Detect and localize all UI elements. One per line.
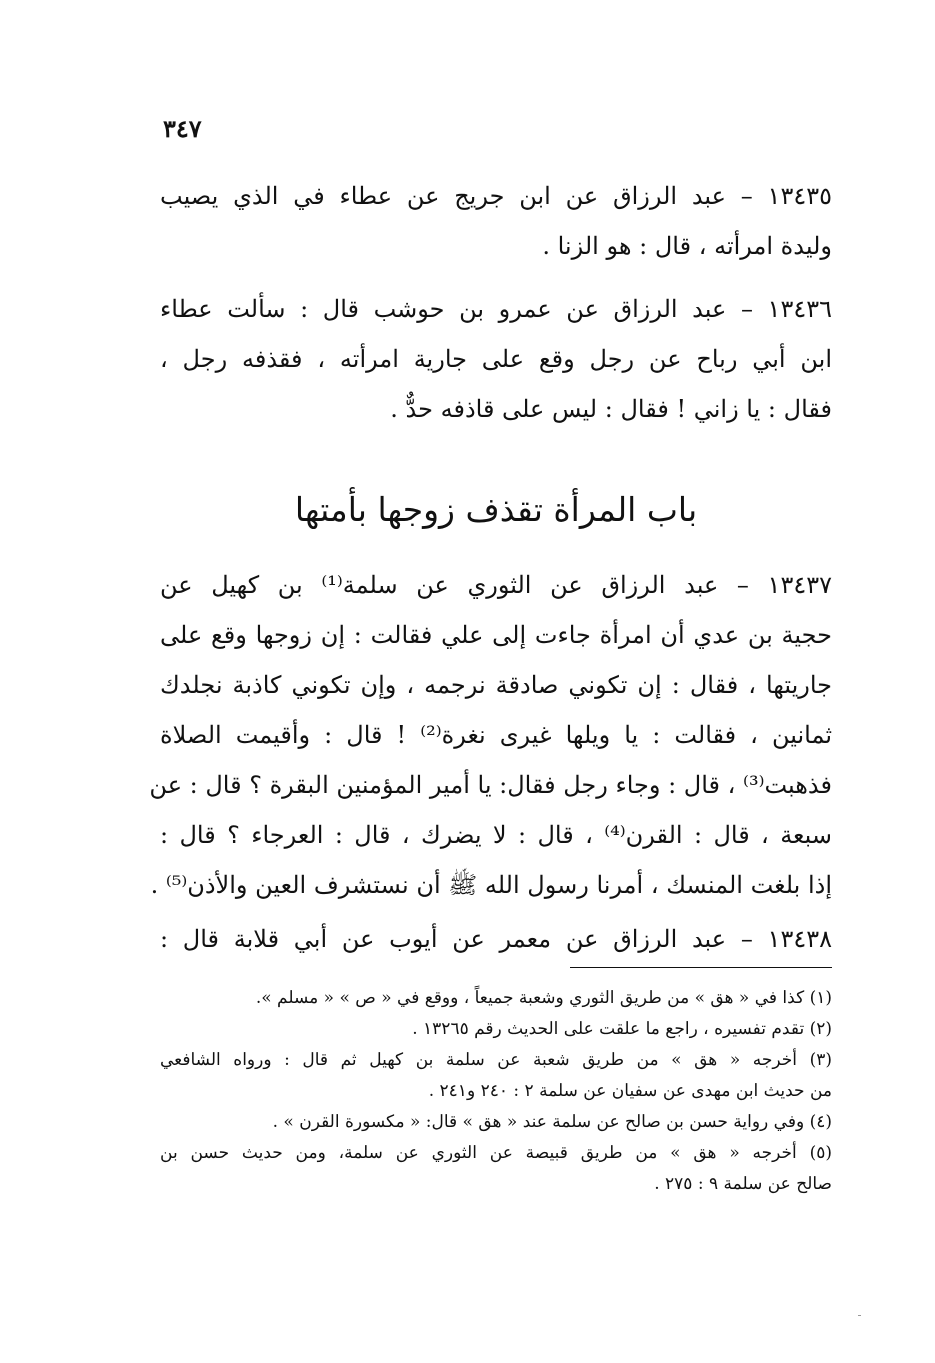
text-line: فذهبت⁽³⁾ ، قال : وجاء رجل فقال: يا أمير المؤمنين البقرة ؟ قال : عن	[149, 771, 832, 799]
footnote-5: (٥) أخرجه « هق » من طريق قبيصة عن الثوري عن سلمة، ومن حديث حسن بن	[160, 1143, 832, 1163]
text-line: ابن أبي رباح عن رجل وقع على جارية امرأته ، فقذفه رجل ،	[160, 345, 832, 373]
scan-speck	[858, 1315, 861, 1316]
text-line: سبعة ، قال : القرن⁽⁴⁾ ، قال : لا يضرك ، قال : العرجاء ؟ قال :	[160, 821, 832, 849]
page-number: ٣٤٧	[163, 114, 202, 143]
text-line: ثمانين ، فقالت : يا ويلها غيرى نغرة⁽²⁾ ! قال : وأقيمت الصلاة	[160, 721, 833, 749]
text-line: جاريتها ، فقال : إن تكوني صادقة نرجمه ، وإن تكوني كاذبة نجلدك	[160, 671, 832, 699]
footnote-2: (٢) تقدم تفسيره ، راجع ما علقت على الحديث رقم ١٣٢٦٥ .	[412, 1019, 832, 1039]
text-line: وليدة امرأته ، قال : هو الزنا .	[542, 232, 832, 260]
footnote-1: (١) كذا في « هق » من طريق الثوري وشعبة جميعاً ، ووقع في « ص » « مسلم ».	[255, 988, 832, 1008]
text-line: ١٣٤٣٨ – عبد الرزاق عن معمر عن أيوب عن أبي قلابة قال :	[160, 925, 832, 953]
footnote-3: (٣) أخرجه « هق » من طريق شعبة عن سلمة بن كهيل ثم قال : ورواه الشافعي	[160, 1050, 832, 1070]
hadith-13438	[160, 914, 832, 964]
hadith-13437	[149, 560, 833, 910]
footnote-5-continued: صالح عن سلمة ٩ : ٢٧٥ .	[654, 1174, 832, 1194]
hadith-13435	[160, 171, 832, 271]
hadith-13436	[160, 284, 832, 434]
footnote-3-continued: من حديث ابن مهدى عن سفيان عن سلمة ٢ : ٢٤٠ و٢٤١ .	[428, 1081, 832, 1101]
text-line: ١٣٤٣٧ – عبد الرزاق عن الثوري عن سلمة⁽¹⁾ بن كهيل عن	[160, 571, 832, 599]
text-line: حجية بن عدي أن امرأة جاءت إلى علي فقالت : إن زوجها وقع على	[160, 621, 832, 649]
chapter-heading: باب المرأة تقذف زوجها بأمتها	[294, 490, 698, 529]
footnotes	[160, 983, 832, 1200]
footnote-separator	[570, 967, 832, 968]
text-line: ١٣٤٣٥ – عبد الرزاق عن ابن جريج عن عطاء في الذي يصيب	[160, 182, 832, 210]
footnote-4: (٤) وفي رواية حسن بن صالح عن سلمة عند « هق » قال: « مكسورة القرن » .	[272, 1112, 832, 1132]
text-line: ١٣٤٣٦ – عبد الرزاق عن عمرو بن حوشب قال : سألت عطاء	[160, 295, 832, 323]
text-line: إذا بلغت المنسك ، أمرنا رسول الله ﷺ أن نستشرف العين والأذن⁽⁵⁾ .	[150, 871, 832, 899]
text-line: فقال : يا زاني ! فقال : ليس على قاذفه حدٌّ .	[390, 395, 832, 423]
